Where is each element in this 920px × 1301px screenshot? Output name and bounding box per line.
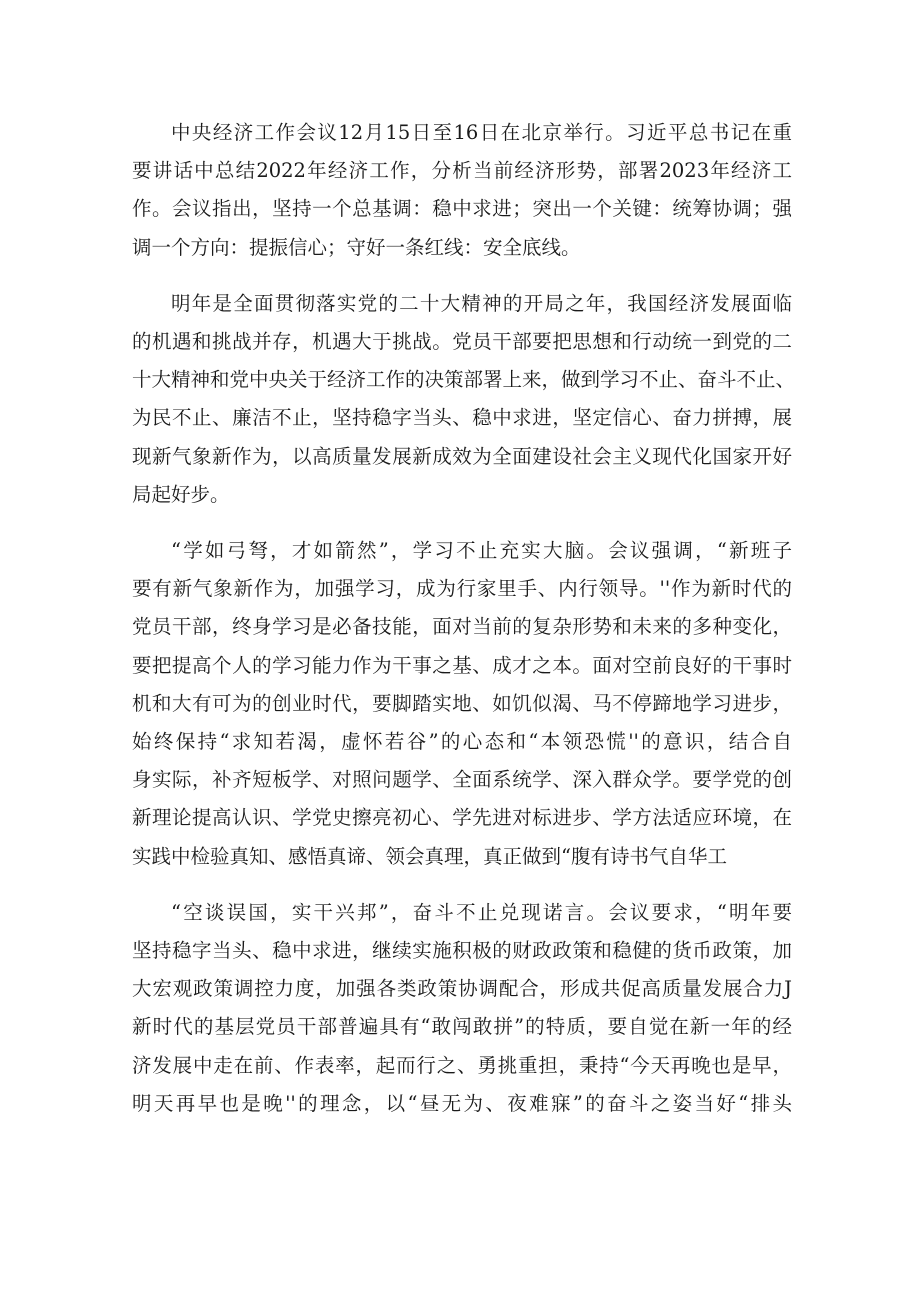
paragraph-line: 作。会议指出，坚持一个总基调：稳中求进；突出一个关键：统筹协调；强 bbox=[132, 197, 792, 221]
paragraph-3 bbox=[132, 532, 792, 876]
paragraph-line: 的机遇和挑战并存，机遇大于挑战。党员干部要把思想和行动统一到党的二 bbox=[132, 330, 792, 354]
paragraph-2 bbox=[132, 285, 796, 514]
paragraph-line: 现新气象新作为，以高质量发展新成效为全面建设社会主义现代化国家开好 bbox=[132, 444, 792, 468]
paragraph-gap bbox=[132, 514, 792, 532]
paragraph-gap bbox=[132, 876, 792, 894]
paragraph-line: 济发展中走在前、作表率，起而行之、勇挑重担，秉持“今天再晚也是早， bbox=[132, 1053, 792, 1077]
paragraph-line: 要把提高个人的学习能力作为干事之基、成才之本。面对空前良好的干事时 bbox=[132, 653, 792, 677]
paragraph-line: 大宏观政策调控力度，加强各类政策协调配合，形成共促高质量发展合力J bbox=[132, 977, 792, 1001]
paragraph-4 bbox=[132, 894, 792, 1123]
document-body bbox=[132, 114, 796, 1123]
paragraph-line: “学如弓弩，才如箭然”，学习不止充实大脑。会议强调，“新班子 bbox=[171, 539, 792, 563]
paragraph-line: 调一个方向：提振信心；守好一条红线：安全底线。 bbox=[132, 235, 581, 259]
paragraph-line: 实践中检验真知、感悟真谛、领会真理，真正做到“腹有诗书气自华工 bbox=[132, 844, 727, 868]
paragraph-line: 中央经济工作会议12月15日至16日在北京举行。习近平总书记在重 bbox=[171, 121, 792, 144]
paragraph-line: 党员干部，终身学习是必备技能，面对当前的复杂形势和未来的多种变化， bbox=[132, 615, 792, 639]
paragraph-line: 明年是全面贯彻落实党的二十大精神的开局之年，我国经济发展面临 bbox=[171, 291, 792, 315]
paragraph-line: 机和大有可为的创业时代，要脚踏实地、如饥似渴、马不停蹄地学习进步， bbox=[132, 691, 792, 715]
paragraph-line: 始终保持“求知若渴，虚怀若谷”的心态和“本领恐慌''的意识，结合自 bbox=[132, 730, 792, 754]
paragraph-line: 新时代的基层党员干部普遍具有“敢闯敢拼”的特质，要自觉在新一年的经 bbox=[132, 1015, 792, 1039]
paragraph-line: 坚持稳字当头、稳中求进，继续实施积极的财政政策和稳健的货币政策，加 bbox=[132, 939, 792, 963]
paragraph-line: 新理论提高认识、学党史擦亮初心、学先进对标进步、学方法适应环境，在 bbox=[132, 806, 792, 830]
paragraph-line: 要有新气象新作为，加强学习，成为行家里手、内行领导。''作为新时代的 bbox=[132, 577, 792, 601]
paragraph-line: 局起好步。 bbox=[132, 482, 230, 506]
paragraph-line: 十大精神和党中央关于经济工作的决策部署上来，做到学习不止、奋斗不止、 bbox=[132, 368, 796, 392]
paragraph-line: 要讲话中总结2022年经济工作，分析当前经济形势，部署2023年经济工 bbox=[132, 159, 792, 183]
paragraph-gap bbox=[132, 267, 792, 285]
paragraph-line: “空谈误国，实干兴邦”，奋斗不止兑现诺言。会议要求，“明年要 bbox=[171, 900, 792, 924]
paragraph-1 bbox=[132, 114, 792, 267]
paragraph-line: 为民不止、廉洁不止，坚持稳字当头、稳中求进，坚定信心、奋力拼搏，展 bbox=[132, 406, 792, 430]
paragraph-line: 明天再早也是晚''的理念，以“昼无为、夜难寐”的奋斗之姿当好“排头 bbox=[132, 1091, 792, 1115]
paragraph-line: 身实际，补齐短板学、对照问题学、全面系统学、深入群众学。要学党的创 bbox=[132, 768, 792, 792]
